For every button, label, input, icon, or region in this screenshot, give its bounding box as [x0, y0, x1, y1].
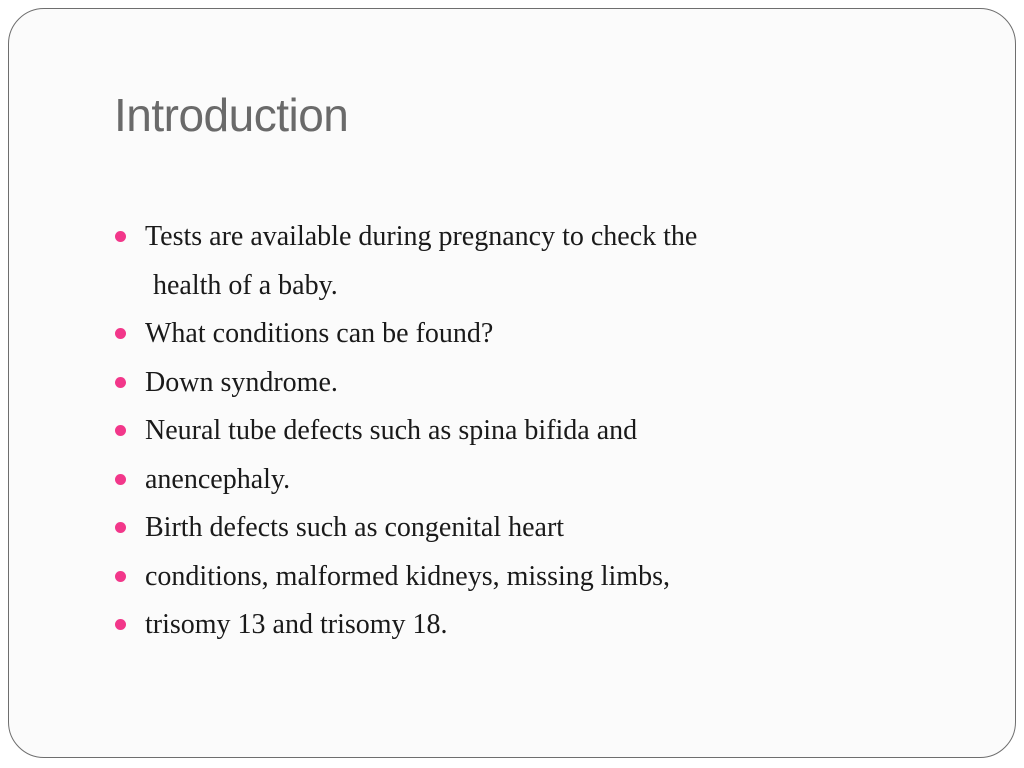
bullet-text: What conditions can be found? [145, 318, 494, 349]
bullet-dot-icon [115, 377, 126, 388]
bullet-item [113, 310, 697, 359]
bullet-text: health of a baby. [153, 269, 338, 301]
bullet-text: conditions, malformed kidneys, missing limbs, [145, 560, 670, 592]
bullet-dot-icon [115, 474, 126, 485]
slide-title: Introduction [114, 89, 349, 141]
bullet-text: trisomy 13 and trisomy 18. [145, 609, 448, 640]
bullet-item [113, 359, 697, 408]
bullet-item [113, 601, 697, 650]
bullet-dot-icon [115, 231, 126, 242]
bullet-item [113, 213, 697, 262]
bullet-list [113, 213, 697, 650]
bullet-text: Down syndrome. [145, 366, 338, 398]
bullet-text: anencephaly. [145, 463, 291, 495]
bullet-item-continuation [113, 262, 697, 311]
bullet-item [113, 504, 697, 553]
bullet-text: Tests are available during pregnancy to check the [145, 221, 698, 252]
bullet-text: Birth defects such as congenital heart [145, 512, 565, 543]
bullet-item [113, 407, 697, 456]
bullet-item [113, 456, 697, 505]
bullet-dot-icon [115, 522, 126, 533]
slide-frame [8, 8, 1016, 758]
bullet-text: Neural tube defects such as spina bifida and [145, 415, 638, 446]
bullet-dot-icon [115, 571, 126, 582]
bullet-dot-icon [115, 328, 126, 339]
bullet-dot-icon [115, 619, 126, 630]
bullet-dot-icon [115, 425, 126, 436]
bullet-item [113, 553, 697, 602]
